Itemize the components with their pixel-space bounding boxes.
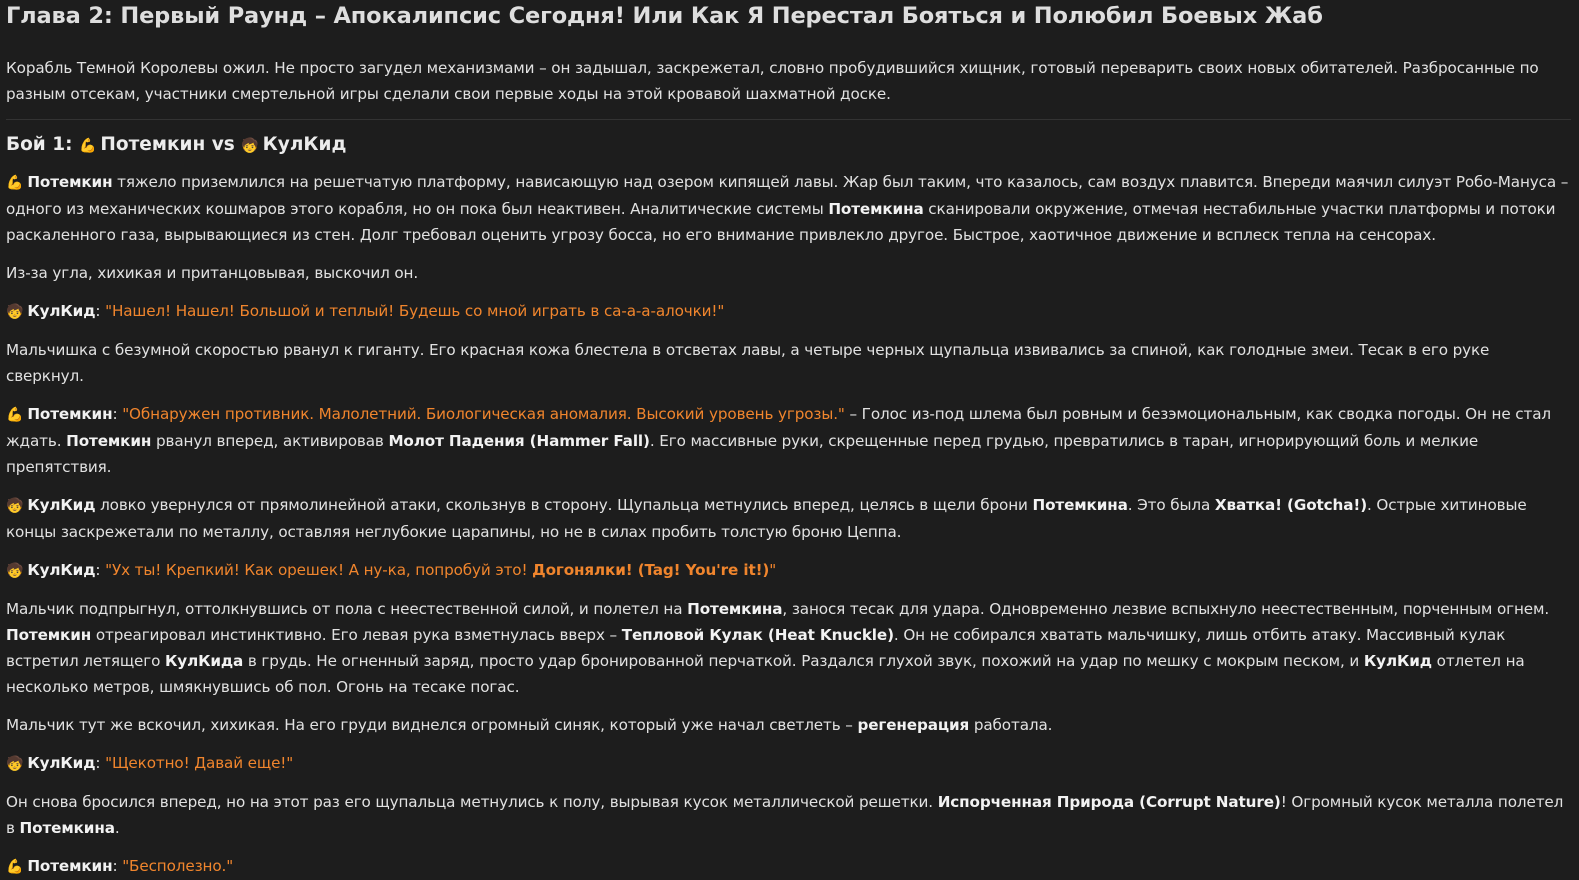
text: . Он не собирался хватать мальчишку, лишь отбить атаку. Массивный кулак встретил летящего [6, 626, 1506, 670]
paragraph-1 [6, 169, 1571, 248]
skill-name: Молот Падения (Hammer Fall) [388, 432, 650, 450]
name-potemkin: Потемкин [27, 173, 113, 191]
colon: : [95, 561, 106, 579]
text: ловко увернулся от прямолинейной атаки, скользнув в сторону. Щупальца метнулись вперед, целясь в щели брони [95, 496, 1033, 514]
text: – Голос из-под шлема был ровным и безэмоциональным, как сводка погоды. Он не стал ждать. [6, 405, 1551, 450]
name-potemkin: Потемкин [27, 405, 113, 423]
quote-text: " [769, 561, 777, 579]
quote: "Бесполезно." [122, 857, 234, 875]
dialogue-coolkid-3 [6, 750, 1571, 777]
name-potemkina: Потемкина [1032, 496, 1128, 514]
muscle-icon: 💪 [78, 138, 97, 154]
text: рванул вперед, активировав [151, 432, 389, 450]
fight-heading [6, 132, 1571, 159]
child-icon: 🧒 [6, 563, 24, 579]
name-coolkida: КулКида [165, 652, 244, 670]
paragraph-2: Из-за угла, хихикая и пританцовывая, выскочил он. [6, 264, 419, 282]
skill-name: Тепловой Кулак (Heat Knuckle) [621, 626, 894, 644]
text: в грудь. Не огненный заряд, просто удар бронированной перчаткой. Раздался глухой звук, похожий на удар по мешку с мокрым песком, и [243, 652, 1364, 670]
dialogue-coolkid-1 [6, 298, 1571, 325]
paragraph-5 [6, 492, 1571, 545]
text: ! Огромный кусок металла полетел в [6, 793, 1564, 837]
skill-name: Хватка! (Gotcha!) [1214, 496, 1368, 514]
fighter1-name: Потемкин [100, 134, 206, 155]
quote: "Нашел! Нашел! Большой и теплый! Будешь со мной играть в са-а-а-алочки!" [105, 302, 725, 320]
skill-name: Испорченная Природа (Corrupt Nature) [937, 793, 1281, 811]
child-icon: 🧒 [6, 756, 24, 772]
dialogue-potemkin-1 [6, 401, 1571, 480]
text: работала. [969, 716, 1053, 734]
fight-prefix: Бой 1: [6, 134, 79, 155]
name-potemkina: Потемкина [19, 819, 115, 837]
paragraph-7 [6, 712, 1571, 738]
name-potemkin: Потемкин [6, 626, 92, 644]
text: . Его массивные руки, скрещенные перед грудью, превратились в таран, игнорирующий боль и мелкие препятствия. [6, 432, 1479, 476]
muscle-icon: 💪 [6, 859, 24, 875]
text: Мальчик подпрыгнул, оттолкнувшись от пола с неестественной силой, и полетел на [6, 600, 688, 618]
child-icon: 🧒 [241, 138, 259, 154]
intro-paragraph: Корабль Темной Королевы ожил. Не просто загудел механизмами – он задышал, заскрежетал, словно пробудившийся хищник, готовый переварить своих новых обитателей. Разбросанные по разным отсекам, участники смертельной игры сделали свои первые ходы на этой кровавой шахматной доске. [6, 59, 1539, 103]
name-coolkid: КулКид [1363, 652, 1432, 670]
text: , занося тесак для удара. Одновременно лезвие вспыхнуло неестественным, порченным огнем. [782, 600, 1550, 618]
text: отреагировал инстинктивно. Его левая рука взметнулась вверх – [91, 626, 622, 644]
vs-label: vs [205, 134, 242, 155]
muscle-icon: 💪 [6, 175, 24, 191]
fighter2-name: КулКид [262, 134, 347, 155]
text: Мальчик тут же вскочил, хихикая. На его груди виднелся огромный синяк, который уже начал светлеть – [6, 716, 858, 734]
colon: : [95, 302, 106, 320]
dialogue-coolkid-2 [6, 557, 1571, 584]
text: сканировали окружение, отмечая нестабильные участки платформы и потоки раскаленного газа, вырывающиеся из стен. Долг требовал оценить угрозу босса, но его внимание привлекло другое. Быстрое, хаотичное движение и всплеск тепла на сенсорах. [6, 200, 1556, 244]
name-coolkid: КулКид [27, 302, 96, 320]
colon: : [112, 857, 123, 875]
quote: "Обнаружен противник. Малолетний. Биологическая аномалия. Высокий уровень угрозы." [122, 405, 845, 423]
chapter-title: Глава 2: Первый Раунд – Апокалипсис Сегодня! Или Как Я Перестал Бояться и Полюбил Боевых Жаб [6, 3, 1323, 29]
divider [6, 119, 1571, 120]
text: . Это была [1127, 496, 1215, 514]
name-coolkid: КулКид [27, 561, 96, 579]
text: . Острые хитиновые концы заскрежетали по металлу, оставляя неглубокие царапины, но не в силах пробить толстую броню Цеппа. [6, 496, 1527, 541]
text: тяжело приземлился на решетчатую платформу, нависающую над озером кипящей лавы. Жар был таким, что казалось, сам воздух плавится. Впереди маячил силуэт Робо-Мануса – одного из механических кошмаров этого корабля, но он пока был неактивен. Аналитические системы [6, 173, 1569, 218]
muscle-icon: 💪 [6, 407, 24, 423]
paragraph-8 [6, 789, 1571, 841]
name-potemkina: Потемкина [828, 200, 924, 218]
colon: : [95, 754, 106, 772]
child-icon: 🧒 [6, 498, 24, 514]
name-potemkina: Потемкина [687, 600, 783, 618]
name-potemkin: Потемкин [66, 432, 152, 450]
child-icon: 🧒 [6, 304, 24, 320]
name-coolkid: КулКид [27, 496, 96, 514]
skill-name: Догонялки! (Tag! You're it!) [532, 561, 770, 579]
text: Он снова бросился вперед, но на этот раз его щупальца метнулись к полу, вырывая кусок металлической решетки. [6, 793, 938, 811]
text: . [114, 819, 120, 837]
colon: : [112, 405, 123, 423]
paragraph-6 [6, 596, 1571, 700]
name-potemkin: Потемкин [27, 857, 113, 875]
paragraph-3: Мальчишка с безумной скоростью рванул к гиганту. Его красная кожа блестела в отсветах лавы, а четыре черных щупальца извивались за спиной, как голодные змеи. Тесак в его руке сверкнул. [6, 341, 1490, 385]
quote-text: "Ух ты! Крепкий! Как орешек! А ну-ка, попробуй это! [105, 561, 533, 579]
dialogue-potemkin-2 [6, 853, 1571, 880]
skill-name: регенерация [857, 716, 970, 734]
text: отлетел на несколько метров, шмякнувшись об пол. Огонь на тесаке погас. [6, 652, 1525, 696]
quote [105, 561, 776, 579]
name-coolkid: КулКид [27, 754, 96, 772]
quote: "Щекотно! Давай еще!" [105, 754, 294, 772]
